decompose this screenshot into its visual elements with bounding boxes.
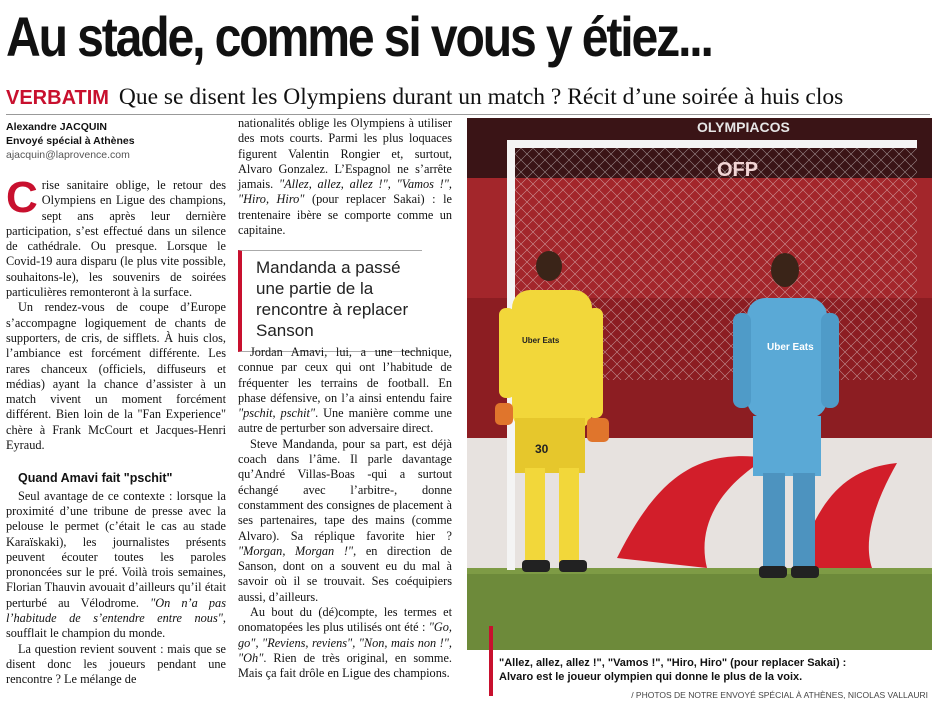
paragraph-text: . Rien de très original, en somme. Mais ça fait drôle en Ligue des champions. <box>238 650 452 681</box>
subheading: Quand Amavi fait "pschit" <box>18 471 173 486</box>
photo-illustration <box>467 118 932 650</box>
paragraph-text: Steve Mandanda, pour sa part, est déjà coach dans l’âme. Il parle davantage qu’André Villas-Boas -qui a surtout échangé avec l’arbitre-, donne constamment des consignes de placement à ses partenaires, tape des mains (comme Alvaro). Sa réplique favorite hier ? <box>238 436 452 543</box>
match-photo <box>467 118 932 650</box>
pull-quote: Mandanda a passé une partie de la rencontre à replacer Sanson <box>238 250 422 352</box>
photo-credit: / PHOTOS DE NOTRE ENVOYÉ SPÉCIAL À ATHÈNES, NICOLAS VALLAURI <box>631 690 928 700</box>
paragraph-text: . Une manière comme une autre de perturber son adversaire direct. <box>238 406 453 436</box>
byline <box>6 120 226 162</box>
paragraph <box>6 489 226 642</box>
paragraph-text: nationalités oblige les Olympiens à utiliser des mots courts. Parmi les plus loquaces figurent Valentin Rongier et, surtout, Alvaro Gonzalez. L’Espagnol ne s’arrête jamais. <box>238 116 452 192</box>
quote: "pschit, pschit" <box>238 406 316 421</box>
kicker <box>6 82 843 113</box>
paragraph-text: Au bout du (dé)compte, les termes et onomatopées les plus utilisés ont été : <box>238 605 452 635</box>
author-name: Alexandre JACQUIN <box>6 121 107 133</box>
paragraph: Un rendez-vous de coupe d’Europe s’accompagne logiquement de chants de supporters, de cris, de sifflets. À huis clos, l’ambiance est forcément différente. Les rares chanceux (officiels, diffuseurs et médias) ayant la chance d’assister à un match vivent un moment forcément différent. Bien loin de la "Fan Experience" chère à Frank McCourt et Jacques-Henri Eyraud. <box>6 300 226 453</box>
paragraph <box>238 116 452 238</box>
paragraph <box>238 437 452 605</box>
gk-number: 30 <box>535 442 549 456</box>
stand-text: OLYMPIACOS <box>697 119 790 135</box>
paragraph-text: Seul avantage de ce contexte : lorsque la proximité d’une tribune de presse avec la pelouse le permet (c’était le cas au stade Karaïskaki), les journalistes présents peuvent écouter toutes les paroles prononcées sur le pré. Voilà trois semaines, Florian Thauvin avouait d’ailleurs qu’il était perturbé au Vélodrome. <box>6 488 226 610</box>
paragraph <box>238 605 452 681</box>
photo-caption <box>489 656 929 684</box>
quote: "On n’a pas l’habitude de s’entendre entre nous" <box>6 595 226 626</box>
author-email[interactable]: ajacquin@laprovence.com <box>6 149 130 161</box>
paragraph: La question revient souvent : mais que se disent donc les joueurs pendant une rencontre ? Le mélange de <box>6 641 226 687</box>
paragraph <box>6 173 226 300</box>
article-column-2 <box>238 345 452 682</box>
paragraph-text: Jordan Amavi, lui, a une technique, connue par ceux qui ont l’habitude de fréquenter les terrains de football. En phase défensive, on l’a ainsi entendu faire <box>238 345 452 405</box>
quote: "Allez, allez, allez !", "Vamos !", "Hiro, Hiro" <box>238 177 452 207</box>
paragraph-text: , soufflait le champion du monde. <box>6 611 226 641</box>
caption-line-2: Alvaro est le joueur olympien qui donne le plus de la voix. <box>499 671 803 683</box>
kicker-text: Que se disent les Olympiens durant un match ? Récit d’une soirée à huis clos <box>118 84 844 110</box>
article-column-2-top <box>238 116 452 238</box>
quote: "Go, go", "Reviens, reviens", "Non, mais non !", "Oh" <box>238 620 452 665</box>
paragraph <box>238 345 452 437</box>
gk-sponsor: Uber Eats <box>522 336 560 345</box>
stand-text-2: OFP <box>717 159 759 181</box>
player-sponsor: Uber Eats <box>767 342 814 353</box>
paragraph-text: , en direction de Sanson, dont on a souvent eu du mal à savoir où il se trouvait. Ses coéquipiers aussi, d’ailleurs. <box>238 543 453 604</box>
drop-cap: C <box>6 173 38 222</box>
paragraph-text: (pour replacer Sakai) : le trentenaire ibère se comporte comme un capitaine. <box>238 192 452 238</box>
caption-line-1: "Allez, allez, allez !", "Vamos !", "Hiro, Hiro" (pour replacer Sakai) : <box>499 657 847 669</box>
article-column-1 <box>6 173 226 688</box>
divider <box>6 114 930 115</box>
headline: Au stade, comme si vous y étiez... <box>6 5 712 68</box>
author-role: Envoyé spécial à Athènes <box>6 135 135 147</box>
kicker-tag: VERBATIM <box>6 87 109 109</box>
quote: "Morgan, Morgan !" <box>238 543 354 558</box>
paragraph-text: rise sanitaire oblige, le retour des Olympiens en Ligue des champions, sept ans après leur dernière participation, s’est effectué dans un silence de cathédrale. Ou presque. Lorsque le Covid-19 aura disparu (le plus vite possible, souhaitons-le), les souvenirs de soirées particulières remonteront à la surface. <box>6 178 226 300</box>
